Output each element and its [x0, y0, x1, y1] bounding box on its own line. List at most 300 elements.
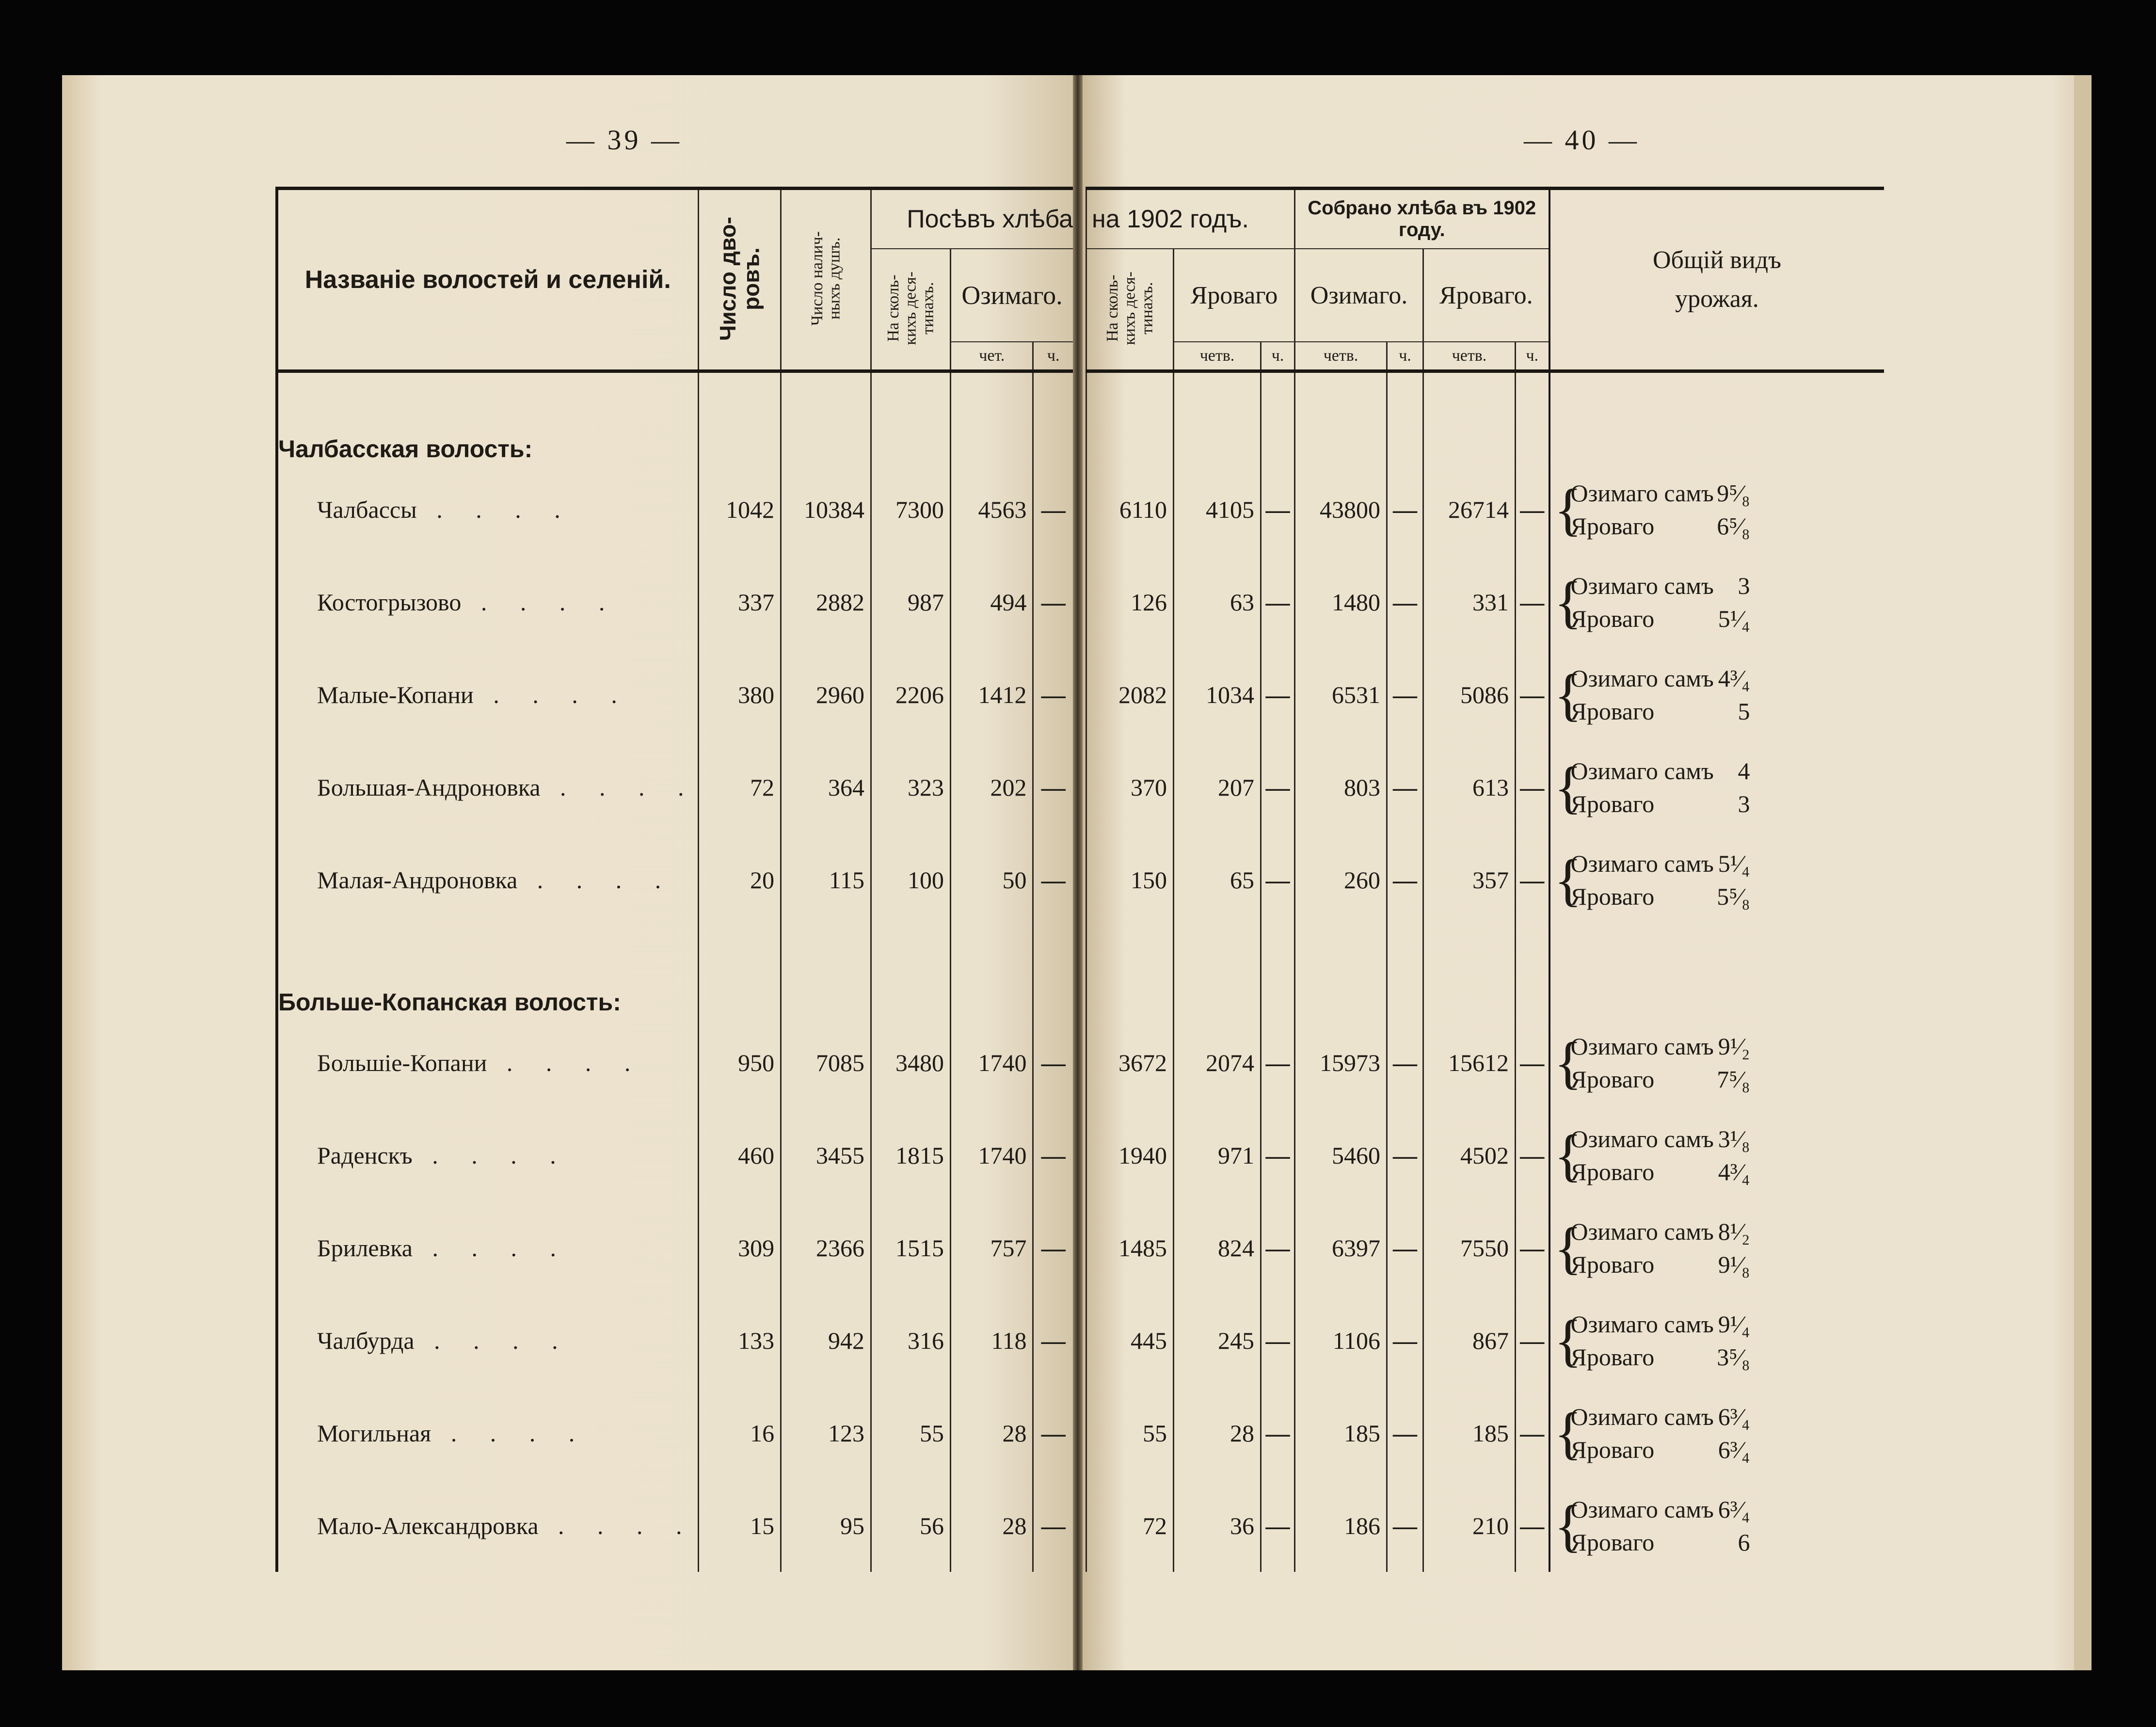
- table-row: [277, 1109, 1073, 1201]
- empty-cell: [1086, 926, 1174, 1016]
- yield-yarovogo-line: [1571, 787, 1750, 820]
- sob-ozimago-ch-value: —: [1387, 556, 1423, 648]
- desyatin-value: 3480: [871, 1016, 950, 1109]
- yarovogo-ch-value: —: [1261, 463, 1295, 556]
- yield-ozimago-line: [1571, 1122, 1750, 1155]
- yield-yarovogo-value: 6³⁄₄: [1718, 1436, 1750, 1463]
- dvorov-value: 16: [698, 1387, 781, 1479]
- sob-ozimago-ch-value: —: [1387, 463, 1423, 556]
- empty-cell: [1261, 371, 1295, 464]
- sob-ozimago-ch-value: —: [1387, 1016, 1423, 1109]
- header-dush: Число налич- ныхъ душъ.: [781, 189, 871, 371]
- sob-yarovogo-chetv-value: 185: [1423, 1387, 1516, 1479]
- sob-yarovogo-chetv-value: 7550: [1423, 1201, 1516, 1294]
- settlement-label: Чалбассы: [317, 496, 417, 523]
- sob-ozimago-ch-value: —: [1387, 1479, 1423, 1572]
- curly-brace: {: [1554, 1122, 1582, 1187]
- leader-dots: . . . .: [538, 1512, 696, 1539]
- yield-ozimago-value: 9¹⁄₂: [1718, 1032, 1750, 1060]
- yield-yarovogo-line: [1571, 1433, 1750, 1466]
- sob-yarovogo-ch-value: —: [1516, 1479, 1549, 1572]
- left-table-body: [277, 371, 1073, 1572]
- ozimago-ch-value: —: [1033, 1201, 1073, 1294]
- unit-chetv-sob-oz: четв.: [1295, 342, 1387, 371]
- leader-dots: . . . .: [461, 588, 619, 616]
- desyatin-value: 316: [871, 1294, 950, 1387]
- yarovogo-chetv-value: 65: [1174, 833, 1261, 926]
- desyatin-value: 1815: [871, 1109, 950, 1201]
- yield-yarovogo-line: [1571, 1155, 1750, 1188]
- yield-lines: [1571, 847, 1750, 913]
- harvest-yield: [1549, 648, 1884, 741]
- settlement-label: Мало-Александровка: [317, 1512, 539, 1539]
- desyatin-value: 100: [871, 833, 950, 926]
- sob-yarovogo-ch-value: —: [1516, 1109, 1549, 1201]
- yield-yarovogo-value: 5¹⁄₄: [1718, 605, 1750, 632]
- leader-dots: . . . .: [414, 1327, 572, 1354]
- desyatin-value: 7300: [871, 463, 950, 556]
- yarovogo-chetv-value: 36: [1174, 1479, 1261, 1572]
- yield-ozimago-label: Озимаго самъ: [1570, 1217, 1714, 1245]
- sob-yarovogo-chetv-value: 15612: [1423, 1016, 1516, 1109]
- ozimago-ch-value: —: [1033, 1016, 1073, 1109]
- yield-yarovogo-value: 6⁵⁄₈: [1717, 512, 1750, 540]
- ozimago-chet-value: 118: [951, 1294, 1033, 1387]
- leader-dots: . . . .: [540, 773, 698, 801]
- dush-value: 2882: [781, 556, 871, 648]
- header-yarovogo: Яроваго: [1174, 249, 1295, 342]
- table-row: [277, 741, 1073, 833]
- dush-value: 123: [781, 1387, 871, 1479]
- yield-yarovogo-value: 7⁵⁄₈: [1717, 1065, 1750, 1093]
- desyatin-right-value: 3672: [1086, 1016, 1174, 1109]
- yield-ozimago-line: [1571, 1400, 1750, 1433]
- yield-yarovogo-value: 5: [1738, 697, 1750, 725]
- yield-ozimago-line: [1571, 662, 1750, 695]
- curly-brace: {: [1554, 662, 1582, 727]
- yarovogo-ch-value: —: [1261, 648, 1295, 741]
- yield-yarovogo-line: [1571, 1063, 1750, 1096]
- page-number-left: — 39 —: [566, 124, 682, 156]
- empty-cell: [1086, 371, 1174, 464]
- empty-cell: [1295, 926, 1387, 1016]
- empty-cell: [871, 371, 950, 464]
- unit-chet: чет.: [951, 342, 1033, 371]
- yield-yarovogo-label: Яроваго: [1570, 512, 1655, 540]
- table-row: [277, 463, 1073, 556]
- yield-yarovogo-value: 9¹⁄₈: [1718, 1250, 1750, 1278]
- yarovogo-chetv-value: 824: [1174, 1201, 1261, 1294]
- sob-ozimago-chetv-value: 5460: [1295, 1109, 1387, 1201]
- table-row: [1086, 1479, 1884, 1572]
- section-title: Больше-Копанская волость:: [277, 926, 698, 1016]
- ozimago-chet-value: 1412: [951, 648, 1033, 741]
- sob-ozimago-ch-value: —: [1387, 1201, 1423, 1294]
- yarovogo-chetv-value: 1034: [1174, 648, 1261, 741]
- yield-yarovogo-line: [1571, 1526, 1750, 1559]
- leader-dots: . . . .: [517, 866, 675, 894]
- yield-yarovogo-label: Яроваго: [1570, 790, 1655, 817]
- curly-brace: {: [1554, 569, 1582, 634]
- leader-dots: . . . .: [412, 1234, 570, 1262]
- yield-lines: [1571, 1030, 1750, 1096]
- yarovogo-chetv-value: 28: [1174, 1387, 1261, 1479]
- dvorov-value: 380: [698, 648, 781, 741]
- dush-value: 115: [781, 833, 871, 926]
- dush-value: 7085: [781, 1016, 871, 1109]
- yield-ozimago-label: Озимаго самъ: [1570, 1495, 1714, 1523]
- table-row: [277, 833, 1073, 926]
- header-sob-yarovogo: Яроваго.: [1423, 249, 1549, 342]
- table-row: [277, 1479, 1073, 1572]
- curly-brace: {: [1554, 1030, 1582, 1095]
- settlement-name: [277, 648, 698, 741]
- yield-yarovogo-value: 4³⁄₄: [1718, 1158, 1750, 1185]
- yarovogo-ch-value: —: [1261, 741, 1295, 833]
- yarovogo-chetv-value: 63: [1174, 556, 1261, 648]
- ozimago-chet-value: 50: [951, 833, 1033, 926]
- sob-yarovogo-ch-value: —: [1516, 463, 1549, 556]
- settlement-label: Костогрызово: [317, 588, 462, 616]
- page-number-right: — 40 —: [1524, 124, 1640, 156]
- yield-yarovogo-label: Яроваго: [1570, 882, 1655, 910]
- harvest-yield: [1549, 1387, 1884, 1479]
- desyatin-value: 2206: [871, 648, 950, 741]
- left-page: [62, 75, 1073, 1670]
- sob-yarovogo-ch-value: —: [1516, 648, 1549, 741]
- dvorov-value: 460: [698, 1109, 781, 1201]
- yield-yarovogo-label: Яроваго: [1570, 1250, 1655, 1278]
- yield-ozimago-value: 3: [1738, 572, 1750, 599]
- settlement-label: Большіе-Копани: [317, 1049, 487, 1076]
- sob-ozimago-ch-value: —: [1387, 741, 1423, 833]
- yield-lines: [1571, 1400, 1750, 1466]
- header-ozimago: Озимаго.: [951, 249, 1073, 342]
- settlement-label: Малые-Копани: [317, 681, 474, 708]
- right-ledger-table: [1086, 187, 1884, 1572]
- yield-yarovogo-line: [1571, 602, 1750, 635]
- yield-lines: [1571, 477, 1750, 543]
- settlement-name: [277, 556, 698, 648]
- table-row: [277, 1201, 1073, 1294]
- desyatin-right-value: 72: [1086, 1479, 1174, 1572]
- table-row: [1086, 1109, 1884, 1201]
- ozimago-ch-value: —: [1033, 648, 1073, 741]
- table-row: [1086, 833, 1884, 926]
- section-row: [277, 371, 1073, 464]
- sob-ozimago-chetv-value: 186: [1295, 1479, 1387, 1572]
- sob-yarovogo-ch-value: —: [1516, 1294, 1549, 1387]
- dvorov-value: 15: [698, 1479, 781, 1572]
- harvest-yield: [1549, 741, 1884, 833]
- desyatin-value: 987: [871, 556, 950, 648]
- settlement-label: Раденскъ: [317, 1141, 413, 1169]
- leader-dots: . . . .: [416, 496, 574, 523]
- yield-yarovogo-label: Яроваго: [1570, 697, 1655, 725]
- yarovogo-ch-value: —: [1261, 1201, 1295, 1294]
- header-desyatin: На сколь- кихъ деся- тинахъ.: [871, 249, 950, 371]
- header-sob-ozimago: Озимаго.: [1295, 249, 1423, 342]
- book-gutter: [1073, 75, 1083, 1670]
- sob-yarovogo-chetv-value: 331: [1423, 556, 1516, 648]
- sob-yarovogo-ch-value: —: [1516, 556, 1549, 648]
- table-row: [277, 1016, 1073, 1109]
- yarovogo-ch-value: —: [1261, 1016, 1295, 1109]
- sob-yarovogo-chetv-value: 5086: [1423, 648, 1516, 741]
- harvest-yield: [1549, 556, 1884, 648]
- dvorov-value: 950: [698, 1016, 781, 1109]
- empty-cell: [698, 926, 781, 1016]
- harvest-yield: [1549, 1016, 1884, 1109]
- sob-ozimago-ch-value: —: [1387, 1109, 1423, 1201]
- yarovogo-ch-value: —: [1261, 833, 1295, 926]
- leader-dots: . . . .: [487, 1049, 644, 1076]
- empty-cell: [951, 926, 1033, 1016]
- empty-cell: [781, 926, 871, 1016]
- yield-yarovogo-label: Яроваго: [1570, 1343, 1655, 1371]
- header-obshchiy: Общій видъ урожая.: [1549, 189, 1884, 371]
- yield-yarovogo-line: [1571, 695, 1750, 728]
- settlement-name: [277, 463, 698, 556]
- dush-value: 3455: [781, 1109, 871, 1201]
- yield-yarovogo-line: [1571, 510, 1750, 543]
- yield-lines: [1571, 569, 1750, 635]
- yield-ozimago-label: Озимаго самъ: [1570, 479, 1714, 507]
- empty-cell: [698, 371, 781, 464]
- yield-ozimago-value: 4: [1738, 757, 1750, 784]
- empty-cell: [1174, 926, 1261, 1016]
- yield-ozimago-label: Озимаго самъ: [1570, 664, 1714, 692]
- yarovogo-ch-value: —: [1261, 556, 1295, 648]
- ozimago-chet-value: 1740: [951, 1109, 1033, 1201]
- empty-cell: [1033, 926, 1073, 1016]
- yield-ozimago-value: 6³⁄₄: [1718, 1403, 1750, 1430]
- table-row: [1086, 648, 1884, 741]
- dush-value: 2366: [781, 1201, 871, 1294]
- table-row: [1086, 1294, 1884, 1387]
- sob-ozimago-ch-value: —: [1387, 648, 1423, 741]
- yield-ozimago-value: 5¹⁄₄: [1718, 849, 1750, 877]
- yield-ozimago-value: 9¹⁄₄: [1718, 1310, 1750, 1338]
- empty-cell: [1516, 371, 1549, 464]
- ozimago-ch-value: —: [1033, 463, 1073, 556]
- yield-ozimago-line: [1571, 1308, 1750, 1341]
- yarovogo-chetv-value: 2074: [1174, 1016, 1261, 1109]
- harvest-yield: [1549, 1294, 1884, 1387]
- yarovogo-ch-value: —: [1261, 1294, 1295, 1387]
- harvest-yield: [1549, 833, 1884, 926]
- curly-brace: {: [1554, 477, 1582, 542]
- unit-ch: ч.: [1033, 342, 1073, 371]
- desyatin-right-value: 1485: [1086, 1201, 1174, 1294]
- empty-cell: [1033, 371, 1073, 464]
- empty-cell: [951, 371, 1033, 464]
- ozimago-chet-value: 757: [951, 1201, 1033, 1294]
- leader-dots: . . . .: [473, 681, 631, 708]
- sob-ozimago-chetv-value: 260: [1295, 833, 1387, 926]
- empty-cell: [1387, 371, 1423, 464]
- dvorov-value: 1042: [698, 463, 781, 556]
- header-posev-cont: на 1902 годъ.: [1086, 189, 1295, 249]
- empty-cell: [1516, 926, 1549, 1016]
- dvorov-value: 309: [698, 1201, 781, 1294]
- desyatin-value: 323: [871, 741, 950, 833]
- settlement-name: [277, 833, 698, 926]
- table-row: [1086, 463, 1884, 556]
- harvest-yield: [1549, 1201, 1884, 1294]
- sob-ozimago-chetv-value: 6531: [1295, 648, 1387, 741]
- empty-cell: [1295, 371, 1387, 464]
- table-row: [277, 1387, 1073, 1479]
- empty-cell: [1423, 371, 1516, 464]
- empty-cell: [1423, 926, 1516, 1016]
- dush-value: 942: [781, 1294, 871, 1387]
- sob-yarovogo-chetv-value: 4502: [1423, 1109, 1516, 1201]
- ozimago-chet-value: 28: [951, 1479, 1033, 1572]
- ozimago-chet-value: 1740: [951, 1016, 1033, 1109]
- yarovogo-chetv-value: 4105: [1174, 463, 1261, 556]
- yield-lines: [1571, 1308, 1750, 1374]
- yield-ozimago-label: Озимаго самъ: [1570, 1125, 1714, 1152]
- empty-cell: [1549, 926, 1884, 1016]
- section-row: [277, 926, 1073, 1016]
- desyatin-right-value: 1940: [1086, 1109, 1174, 1201]
- dush-value: 10384: [781, 463, 871, 556]
- yield-ozimago-label: Озимаго самъ: [1570, 1403, 1714, 1430]
- settlement-name: [277, 1016, 698, 1109]
- desyatin-value: 55: [871, 1387, 950, 1479]
- curly-brace: {: [1554, 1493, 1582, 1558]
- dush-value: 95: [781, 1479, 871, 1572]
- yield-yarovogo-label: Яроваго: [1570, 1158, 1655, 1185]
- yield-ozimago-line: [1571, 1030, 1750, 1063]
- ozimago-chet-value: 494: [951, 556, 1033, 648]
- settlement-label: Большая-Андроновка: [317, 773, 541, 801]
- yield-lines: [1571, 1493, 1750, 1559]
- table-row: [1086, 556, 1884, 648]
- yield-ozimago-value: 8¹⁄₂: [1718, 1217, 1750, 1245]
- settlement-name: [277, 1387, 698, 1479]
- curly-brace: {: [1554, 847, 1582, 912]
- table-row: [1086, 1016, 1884, 1109]
- yarovogo-chetv-value: 207: [1174, 741, 1261, 833]
- yield-ozimago-value: 4³⁄₄: [1718, 664, 1750, 692]
- ozimago-ch-value: —: [1033, 1387, 1073, 1479]
- right-table-body: [1086, 371, 1884, 1572]
- yield-ozimago-value: 6³⁄₄: [1718, 1495, 1750, 1523]
- settlement-label: Чалбурда: [317, 1327, 415, 1354]
- yield-lines: [1571, 754, 1750, 820]
- harvest-yield: [1549, 1479, 1884, 1572]
- sob-ozimago-ch-value: —: [1387, 1294, 1423, 1387]
- table-row: [277, 648, 1073, 741]
- sob-ozimago-chetv-value: 1480: [1295, 556, 1387, 648]
- settlement-label: Брилевка: [317, 1234, 413, 1262]
- yield-ozimago-value: 9⁵⁄₈: [1717, 479, 1750, 507]
- header-name-col: Названіе волостей и селеній.: [277, 189, 698, 371]
- right-table-wrap: [1086, 187, 1884, 1572]
- desyatin-right-value: 370: [1086, 741, 1174, 833]
- yield-yarovogo-label: Яроваго: [1570, 1065, 1655, 1093]
- left-ledger-table: [275, 187, 1073, 1572]
- section-spacer-row: [1086, 926, 1884, 1016]
- desyatin-right-value: 150: [1086, 833, 1174, 926]
- settlement-label: Могильная: [317, 1419, 431, 1447]
- sob-yarovogo-chetv-value: 210: [1423, 1479, 1516, 1572]
- section-title: Чалбасская волость:: [277, 371, 698, 464]
- settlement-name: [277, 1109, 698, 1201]
- empty-cell: [1387, 926, 1423, 1016]
- yield-ozimago-line: [1571, 569, 1750, 602]
- yield-yarovogo-line: [1571, 1248, 1750, 1281]
- desyatin-right-value: 55: [1086, 1387, 1174, 1479]
- yarovogo-ch-value: —: [1261, 1387, 1295, 1479]
- ozimago-ch-value: —: [1033, 1294, 1073, 1387]
- sob-yarovogo-ch-value: —: [1516, 833, 1549, 926]
- table-row: [1086, 1387, 1884, 1479]
- dush-value: 2960: [781, 648, 871, 741]
- settlement-name: [277, 1201, 698, 1294]
- ozimago-ch-value: —: [1033, 833, 1073, 926]
- desyatin-right-value: 6110: [1086, 463, 1174, 556]
- unit-chetv-sob-yar: четв.: [1423, 342, 1516, 371]
- ozimago-ch-value: —: [1033, 1479, 1073, 1572]
- yield-yarovogo-value: 5⁵⁄₈: [1717, 882, 1750, 910]
- sob-ozimago-chetv-value: 185: [1295, 1387, 1387, 1479]
- dush-value: 364: [781, 741, 871, 833]
- yield-ozimago-line: [1571, 847, 1750, 880]
- yield-ozimago-label: Озимаго самъ: [1570, 1310, 1714, 1338]
- right-page: [1083, 75, 2092, 1670]
- curly-brace: {: [1554, 754, 1582, 819]
- ozimago-ch-value: —: [1033, 741, 1073, 833]
- yield-yarovogo-label: Яроваго: [1570, 1436, 1655, 1463]
- section-spacer-row: [1086, 371, 1884, 464]
- table-row: [1086, 1201, 1884, 1294]
- empty-cell: [871, 926, 950, 1016]
- sob-yarovogo-ch-value: —: [1516, 1387, 1549, 1479]
- yarovogo-chetv-value: 971: [1174, 1109, 1261, 1201]
- unit-chetv-yar: четв.: [1174, 342, 1261, 371]
- harvest-yield: [1549, 463, 1884, 556]
- curly-brace: {: [1554, 1215, 1582, 1280]
- desyatin-right-value: 445: [1086, 1294, 1174, 1387]
- open-book: [62, 75, 2092, 1670]
- yield-ozimago-line: [1571, 477, 1750, 510]
- dvorov-value: 20: [698, 833, 781, 926]
- yield-ozimago-value: 3¹⁄₈: [1718, 1125, 1750, 1152]
- yarovogo-ch-value: —: [1261, 1479, 1295, 1572]
- leader-dots: . . . .: [412, 1141, 570, 1169]
- sob-ozimago-chetv-value: 803: [1295, 741, 1387, 833]
- yield-yarovogo-line: [1571, 880, 1750, 913]
- yield-lines: [1571, 1122, 1750, 1188]
- yield-yarovogo-value: 3: [1738, 790, 1750, 817]
- harvest-yield: [1549, 1109, 1884, 1201]
- yield-yarovogo-label: Яроваго: [1570, 1528, 1655, 1556]
- sob-yarovogo-chetv-value: 26714: [1423, 463, 1516, 556]
- sob-ozimago-chetv-value: 15973: [1295, 1016, 1387, 1109]
- unit-ch-sob-yar: ч.: [1516, 342, 1549, 371]
- settlement-name: [277, 1479, 698, 1572]
- yield-ozimago-line: [1571, 1493, 1750, 1526]
- empty-cell: [1549, 371, 1884, 464]
- yield-ozimago-line: [1571, 754, 1750, 787]
- ozimago-ch-value: —: [1033, 1109, 1073, 1201]
- yield-yarovogo-label: Яроваго: [1570, 605, 1655, 632]
- empty-cell: [781, 371, 871, 464]
- yield-yarovogo-value: 3⁵⁄₈: [1717, 1343, 1750, 1371]
